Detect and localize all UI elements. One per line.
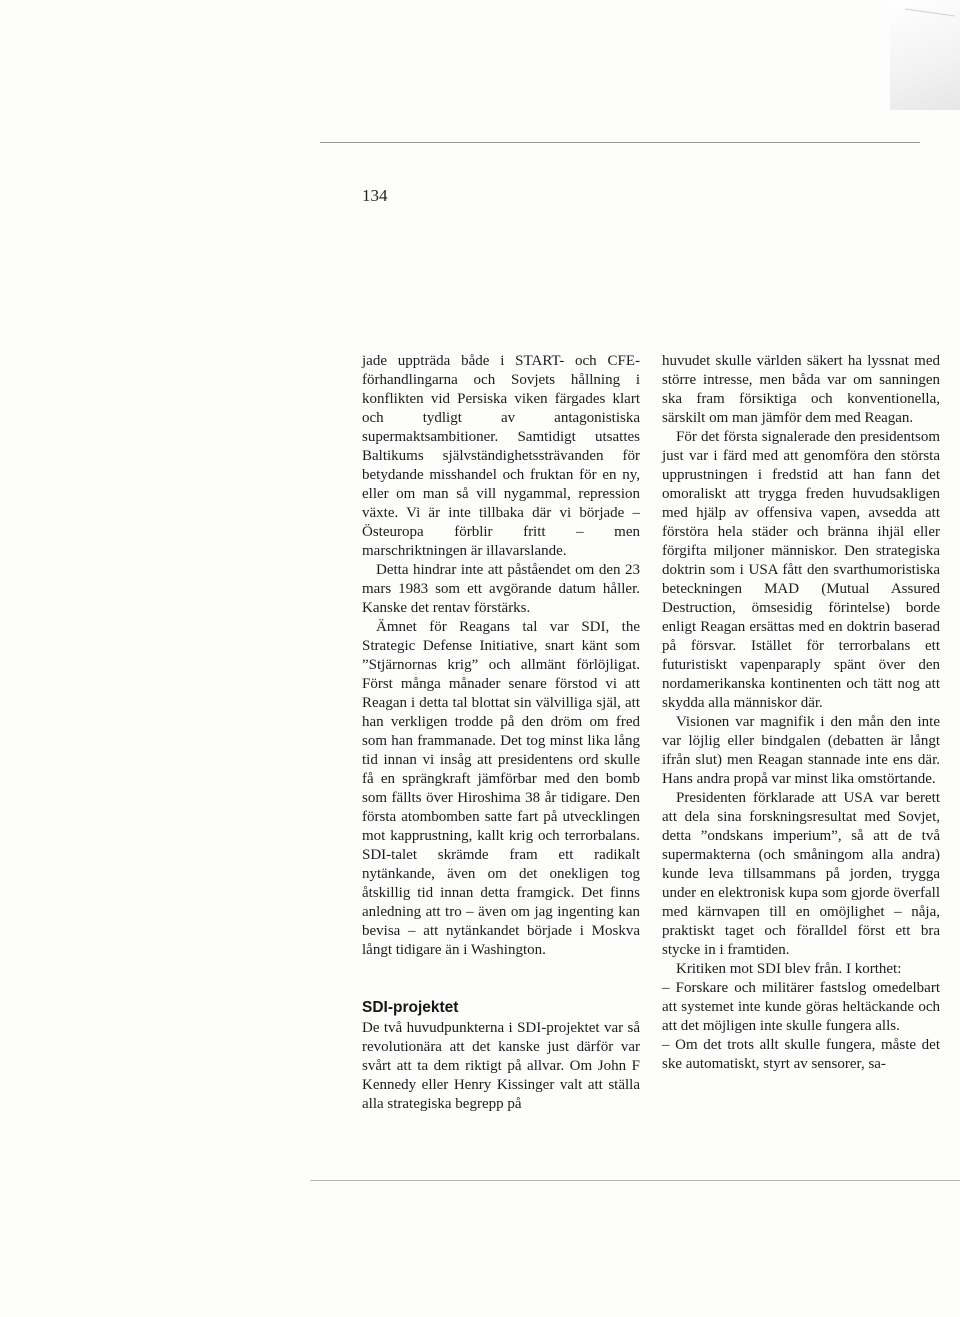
page-number: 134 xyxy=(362,186,388,205)
section-subheading: SDI-projektet xyxy=(362,999,459,1016)
paragraph: – Om det trots allt skulle fungera, måste det ske automatiskt, styrt av sensorer, sa- xyxy=(662,1037,940,1072)
left-column xyxy=(362,352,640,1114)
paragraph: Ämnet för Reagans tal var SDI, the Strategic Defense Initiative, snart känt som ”Stjärnornas krig” och allmänt förlöjligat. Först många månader senare förstod vi att Reagan i detta tal blottat sin välvilliga själ, att han verkligen trodde på den dröm om fred som han frammanade. Det tog minst lika lång tid innan vi insåg att presidentens ord skulle få en sprängkraft jämförbar med den bomb som fällts över Hiroshima 38 år tidigare. Den första atombomben satte fart på utvecklingen mot kapprustning, kallt krig och terrorbalans. SDI-talet skrämde fram ett radikalt nytänkande, även om det onekligen tog åtskillig tid innan detta framgick. Det finns anledning att tro – även om jag ingenting kan bevisa – att nytänkandet började i Moskva långt tidigare än i Washington. xyxy=(362,619,640,958)
paragraph: – Forskare och militärer fastslog omedelbart att systemet inte kunde göras heltäckande och att det möjligen inte skulle fungera alls. xyxy=(662,980,940,1034)
paragraph: Kritiken mot SDI blev från. I korthet: xyxy=(676,961,902,977)
paragraph: De två huvudpunkterna i SDI-projektet var så revolutionära att det kanske just därför var svårt att ta dem riktigt på allvar. Om John F Kennedy eller Henry Kissinger valt att ställa alla strategiska begrepp på xyxy=(362,1020,640,1112)
right-column xyxy=(662,352,940,1074)
paragraph: huvudet skulle världen säkert ha lyssnat med större intresse, men båda var om sanningen ska fram försiktiga och konventionella, särskilt om man jämför dem med Reagan. xyxy=(662,353,940,426)
paragraph: Visionen var magnifik i den mån den inte var löjlig eller bindgalen (debatten är långt ifrån slut) men Reagan stannade inte ens där. Hans andra propå var minst lika omstörtande. xyxy=(662,714,940,787)
paragraph: För det första signalerade den presidentsom just var i färd med att genomföra den största upprustningen i fredstid att han fann det omoraliskt att trygga freden huvudsakligen med hjälp av offensiva vapen, avsedda att förstöra hela städer och bränna ihjäl eller förgifta miljoner människor. Den strategiska doktrin som i USA fått den svarthumoristiska beteckningen MAD (Mutual Assured Destruction, ömsesidig förintelse) borde enligt Reagan ersättas med en doktrin baserad på försvar. Istället för terrorbalans ett futuristiskt vapenparaply spänt över den nordamerikanska kontinenten och tätt nog att skydda alla människor där. xyxy=(662,429,940,711)
paragraph: Presidenten förklarade att USA var berett att dela sina forskningsresultat med Sovjet, detta ”ondskans imperium”, så att de två supermakterna (och småningom alla andra) kunde leva tillsammans på jorden, trygga under en elektronisk kupa som gjorde överfall med kärnvapen till en omöjlighet – nåja, praktiskt taget och föralldel först ett bra stycke in i framtiden. xyxy=(662,790,940,958)
paragraph: Detta hindrar inte att påståendet om den 23 mars 1983 som ett avgörande datum håller. Kanske det rentav förstärks. xyxy=(362,562,640,616)
paragraph: jade uppträda både i START- och CFE-förhandlingarna och Sovjets hållning i konflikten vid Persiska viken färgades klart och tydligt av antagonistiska supermaktsambitioner. Samtidigt utsattes Baltikums självständighetssträvanden för betydande misshandel och fruktan för en ny, eller om man så vill nygammal, repression växte. Vi är inte tillbaka där vi började – Östeuropa förblir fritt – men marschriktningen är illavarslande. xyxy=(362,353,640,559)
scan-page-edge-bottom xyxy=(310,1180,960,1181)
scan-page-edge-top xyxy=(320,142,920,143)
scan-corner-shadow xyxy=(890,0,960,110)
